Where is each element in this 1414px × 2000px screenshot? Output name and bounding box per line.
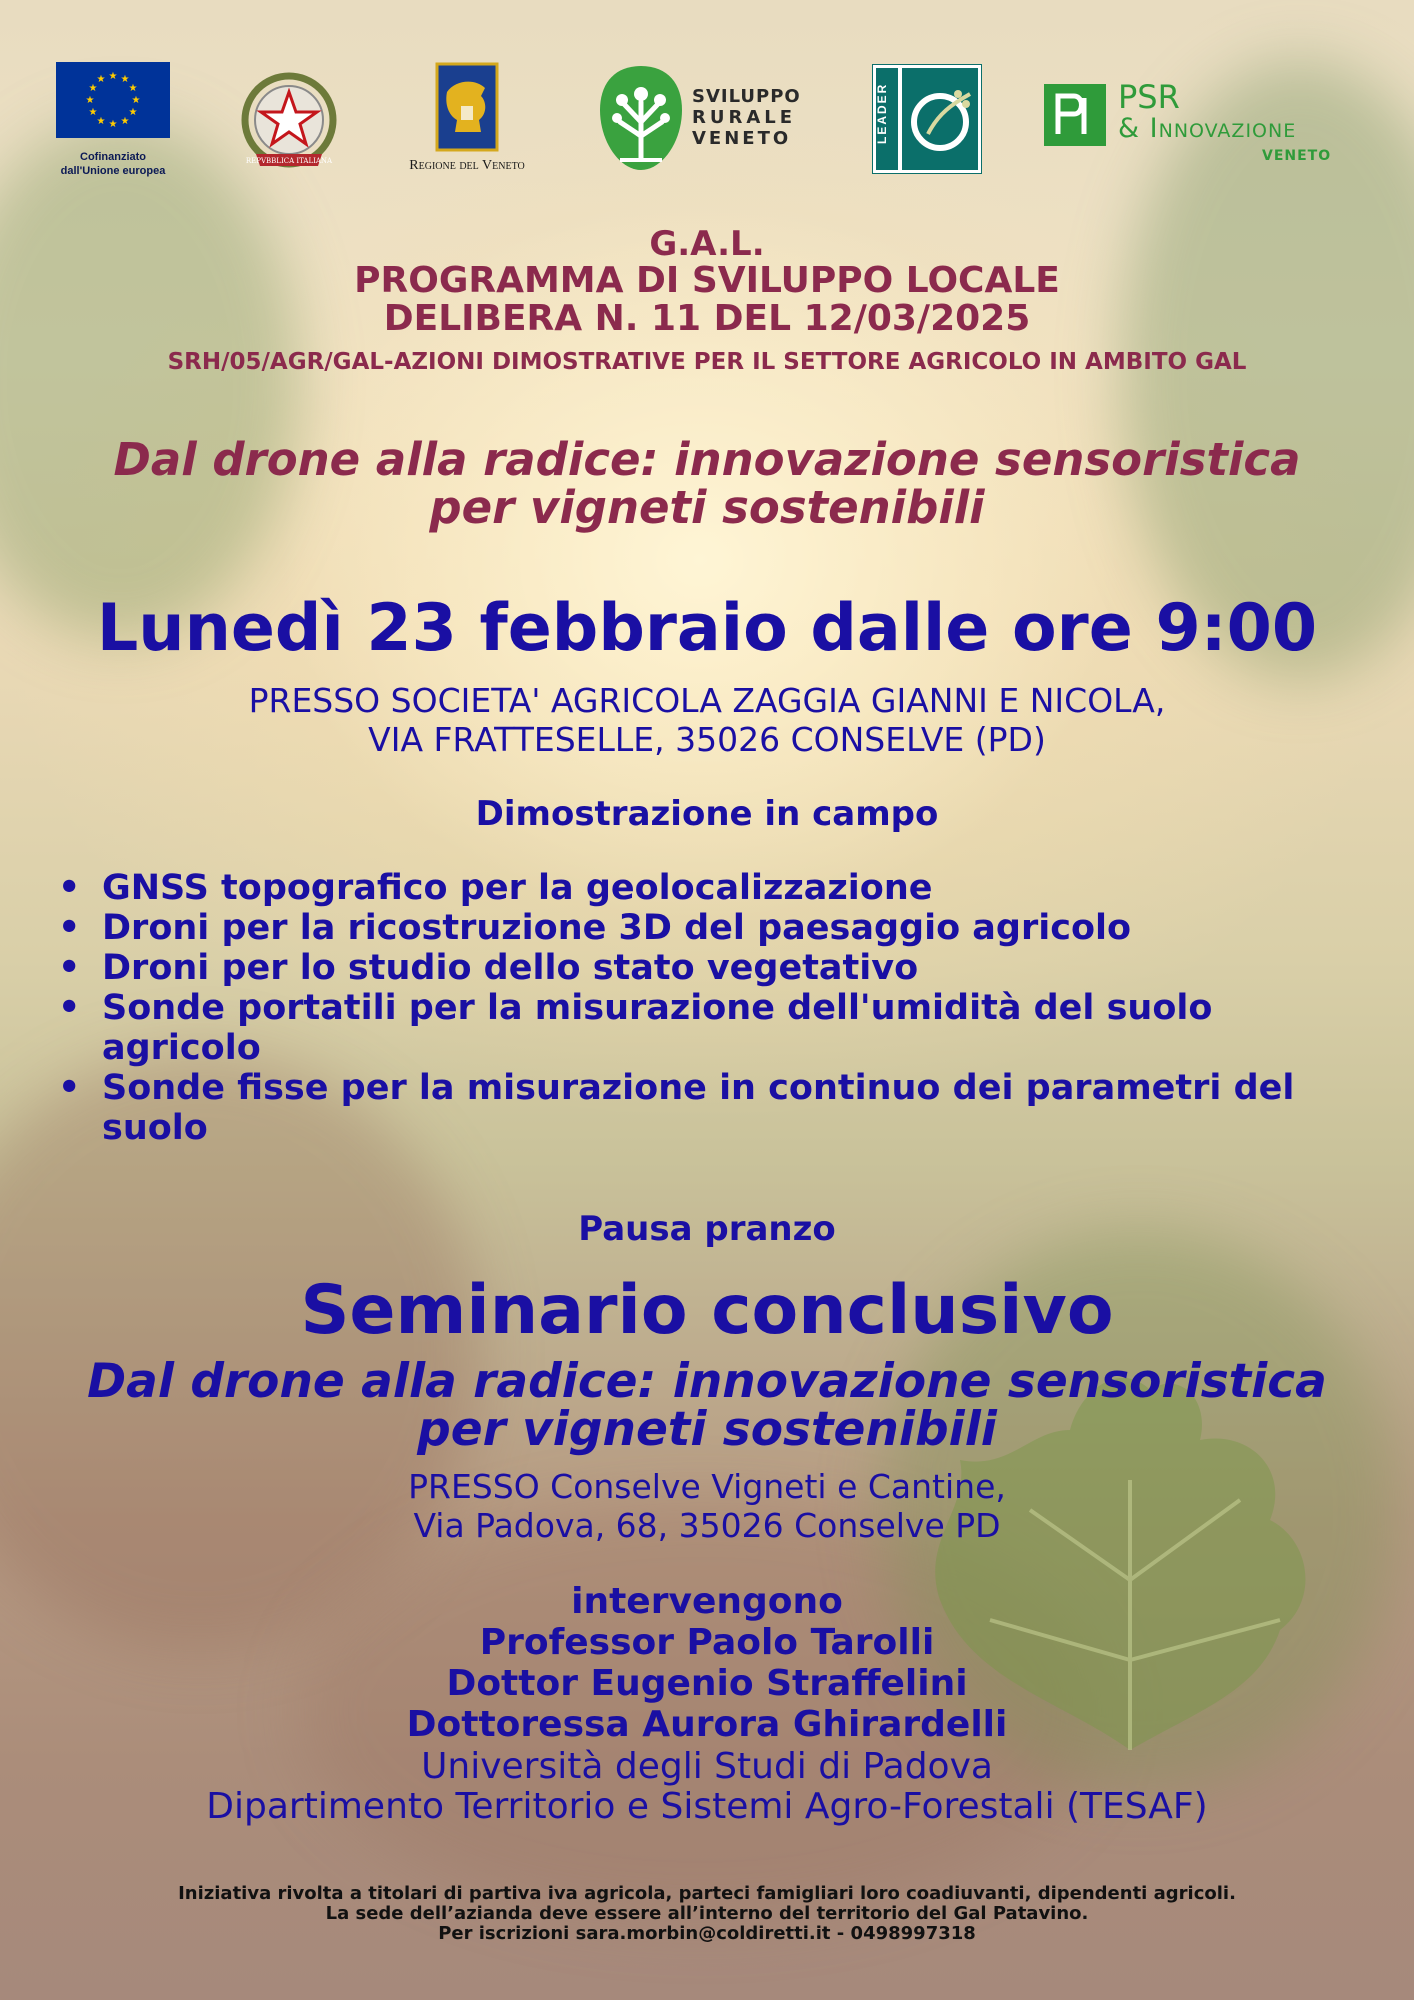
event-venue-line2: VIA FRATTESELLE, 35026 CONSELVE (PD) <box>368 720 1046 759</box>
footer-line2: La sede dell’azianda deve essere all’interno del territorio del Gal Patavino. <box>325 1903 1089 1924</box>
demo-heading: Dimostrazione in campo <box>475 794 939 834</box>
programma-title: PROGRAMMA DI SVILUPPO LOCALE <box>354 260 1060 301</box>
svg-text:★: ★ <box>128 83 138 94</box>
tree-icon <box>598 62 684 174</box>
event-title-line1: Dal drone alla radice: innovazione sensoristica <box>113 433 1301 486</box>
psr-line3: VENETO <box>1262 148 1332 164</box>
psr-innovazione-logo <box>1044 78 1374 174</box>
footer-line1: Iniziativa rivolta a titolari di partiva iva agricola, parteci famigliari loro coadiuvanti, dipendenti agricoli. <box>178 1883 1236 1904</box>
eu-logo <box>56 62 170 178</box>
demo-list <box>52 868 1392 1148</box>
demo-list-item <box>52 908 1392 948</box>
demo-list-item <box>52 868 1392 908</box>
sviluppo-line2: RURALE <box>692 107 797 128</box>
bullet-icon: • <box>58 988 81 1028</box>
italian-emblem-caption: REPVBBLICA ITALIANA <box>245 157 333 165</box>
event-date: Lunedì 23 febbraio dalle ore 9:00 <box>96 591 1318 666</box>
seminar-title-line2: per vigneti sostenibili <box>417 1402 997 1457</box>
demo-list-item <box>52 1068 1392 1148</box>
regione-veneto-logo <box>392 62 542 174</box>
footer-contact: Per iscrizioni sara.morbin@coldiretti.it - 0498997318 <box>438 1923 976 1944</box>
university-name: Università degli Studi di Padova <box>421 1746 993 1787</box>
bullet-icon: • <box>58 1068 81 1108</box>
bullet-icon: • <box>58 908 81 948</box>
svg-text:★: ★ <box>85 95 95 106</box>
sviluppo-rurale-veneto-logo <box>598 62 828 178</box>
svg-text:★: ★ <box>108 119 118 130</box>
svg-text:★: ★ <box>128 107 138 118</box>
leader-logo <box>872 64 982 174</box>
lion-of-st-mark-icon <box>435 62 499 152</box>
demo-item-text: Droni per lo studio dello stato vegetativo <box>102 948 919 988</box>
logo-row <box>0 58 1414 188</box>
svg-text:★: ★ <box>88 107 98 118</box>
seminar-venue-line1: PRESSO Conselve Vigneti e Cantine, <box>408 1467 1006 1506</box>
regione-veneto-caption: Regione del Veneto <box>409 158 525 173</box>
svg-text:★: ★ <box>88 83 98 94</box>
seminar-venue-line2: Via Padova, 68, 35026 Conselve PD <box>413 1506 1001 1545</box>
seminar-title-line1: Dal drone alla radice: innovazione sensoristica <box>87 1354 1327 1409</box>
demo-item-text: GNSS topografico per la geolocalizzazione <box>102 868 933 908</box>
sviluppo-line1: SVILUPPO <box>692 86 801 107</box>
pausa-pranzo: Pausa pranzo <box>578 1209 836 1249</box>
intervengono-label: intervengono <box>571 1581 843 1622</box>
demo-item-text: Sonde fisse per la misurazione in continuo dei parametri del suolo <box>102 1068 1295 1148</box>
seminar-heading: Seminario conclusivo <box>300 1271 1114 1350</box>
gal-label: G.A.L. <box>649 224 765 264</box>
event-title-line2: per vigneti sostenibili <box>429 481 985 534</box>
psr-line1: PSR <box>1118 78 1180 116</box>
svg-text:★: ★ <box>120 74 130 85</box>
leader-text: LEADER <box>875 82 889 144</box>
delibera-title: DELIBERA N. 11 DEL 12/03/2025 <box>383 298 1031 339</box>
bullet-icon: • <box>58 948 81 988</box>
psr-leaf-icon <box>1044 84 1106 146</box>
svg-text:★: ★ <box>120 116 130 127</box>
bullet-icon: • <box>58 868 81 908</box>
demo-list-item <box>52 948 1392 988</box>
svg-text:★: ★ <box>131 95 141 106</box>
azione-subtitle: SRH/05/AGR/GAL-AZIONI DIMOSTRATIVE PER IL SETTORE AGRICOLO IN AMBITO GAL <box>167 349 1247 375</box>
psr-line2: & Innovazione <box>1118 113 1297 144</box>
department-name: Dipartimento Territorio e Sistemi Agro-Forestali (TESAF) <box>206 1786 1208 1827</box>
speaker-name: Dottoressa Aurora Ghirardelli <box>406 1704 1008 1745</box>
eu-flag-icon <box>56 62 170 138</box>
demo-item-text: Droni per la ricostruzione 3D del paesaggio agricolo <box>102 908 1132 948</box>
demo-list-item <box>52 988 1372 1068</box>
eu-caption-line2: dall'Unione europea <box>60 165 166 177</box>
svg-text:★: ★ <box>96 116 106 127</box>
speaker-name: Professor Paolo Tarolli <box>479 1622 935 1663</box>
event-venue-line1: PRESSO SOCIETA' AGRICOLA ZAGGIA GIANNI E NICOLA, <box>248 681 1166 720</box>
italian-emblem-icon <box>234 62 344 182</box>
svg-text:★: ★ <box>108 71 118 82</box>
eu-caption-line1: Cofinanziato <box>80 151 146 163</box>
sviluppo-line3: VENETO <box>692 128 792 149</box>
demo-item-text: Sonde portatili per la misurazione dell'umidità del suolo agricolo <box>102 988 1213 1068</box>
svg-text:★: ★ <box>96 74 106 85</box>
background-foliage-left <box>0 120 300 640</box>
italian-emblem-logo <box>234 62 344 182</box>
speaker-name: Dottor Eugenio Straffelini <box>446 1663 968 1704</box>
